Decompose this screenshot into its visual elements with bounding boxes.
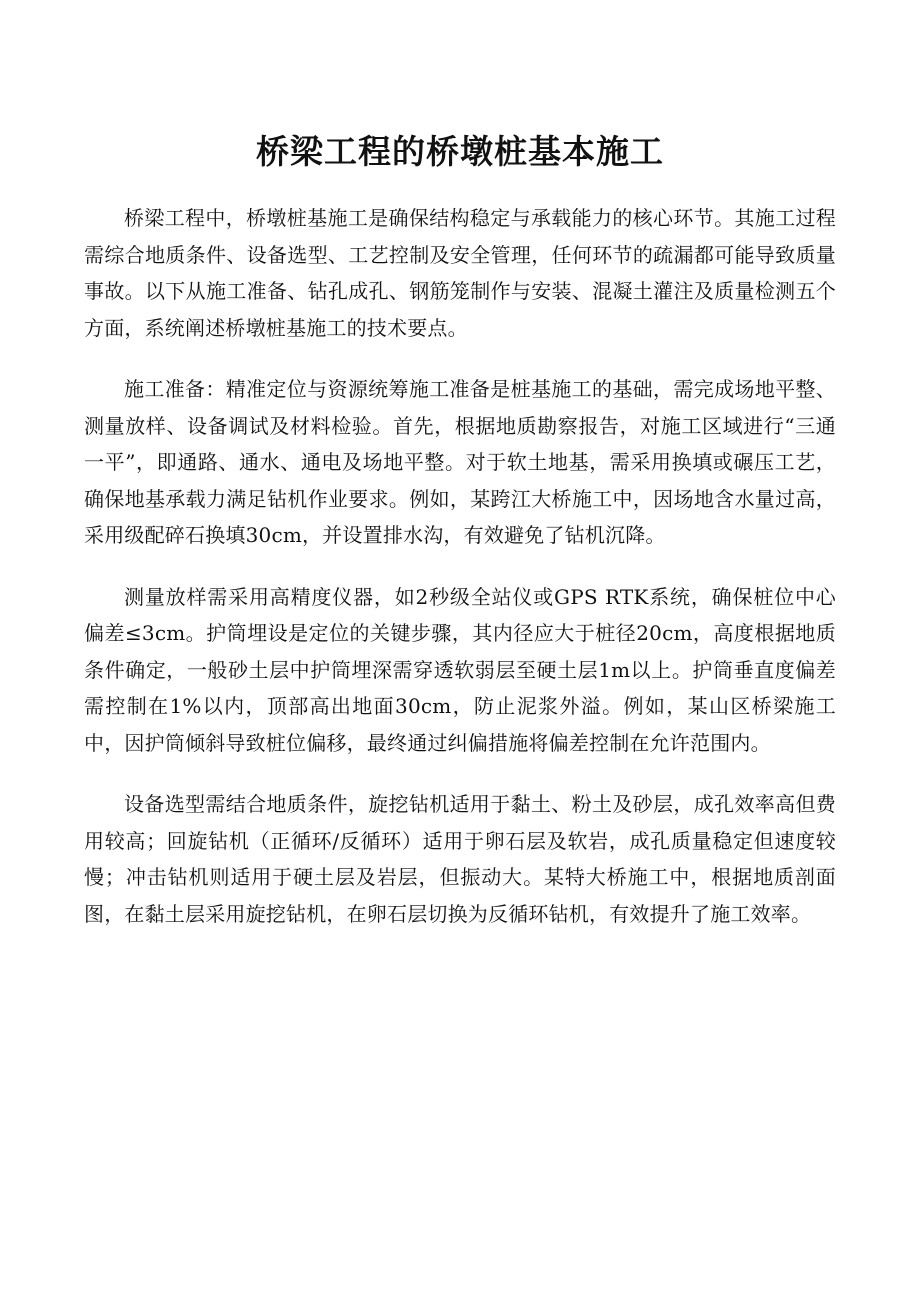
- paragraph-equipment: 设备选型需结合地质条件，旋挖钻机适用于黏土、粉土及砂层，成孔效率高但费用较高；回旋钻机（正循环/反循环）适用于卵石层及软岩，成孔质量稳定但速度较慢；冲击钻机则适用于硬土层及岩层，但振动大。某特大桥施工中，根据地质剖面图，在黏土层采用旋挖钻机，在卵石层切换为反循环钻机，有效提升了施工效率。: [84, 792, 836, 926]
- paragraph-intro: 桥梁工程中，桥墩桩基施工是确保结构稳定与承载能力的核心环节。其施工过程需综合地质条件、设备选型、工艺控制及安全管理，任何环节的疏漏都可能导致质量事故。以下从施工准备、钻孔成孔、钢筋笼制作与安装、混凝土灌注及质量检测五个方面，系统阐述桥墩桩基施工的技术要点。: [84, 206, 836, 340]
- paragraph-surveying: 测量放样需采用高精度仪器，如2秒级全站仪或GPS RTK系统，确保桩位中心偏差≤3cm。护筒埋设是定位的关键步骤，其内径应大于桩径20cm，高度根据地质条件确定，一般砂土层中护筒埋深需穿透软弱层至硬土层1m以上。护筒垂直度偏差需控制在1%以内，顶部高出地面30cm，防止泥浆外溢。例如，某山区桥梁施工中，因护筒倾斜导致桩位偏移，最终通过纠偏措施将偏差控制在允许范围内。: [84, 584, 836, 755]
- paragraph-preparation: 施工准备：精准定位与资源统筹施工准备是桩基施工的基础，需完成场地平整、测量放样、设备调试及材料检验。首先，根据地质勘察报告，对施工区域进行“三通一平”，即通路、通水、通电及场地平整。对于软土地基，需采用换填或碾压工艺，确保地基承载力满足钻机作业要求。例如，某跨江大桥施工中，因场地含水量过高，采用级配碎石换填30cm，并设置排水沟，有效避免了钻机沉降。: [84, 377, 836, 547]
- document-title: 桥梁工程的桥墩桩基本施工: [256, 132, 664, 171]
